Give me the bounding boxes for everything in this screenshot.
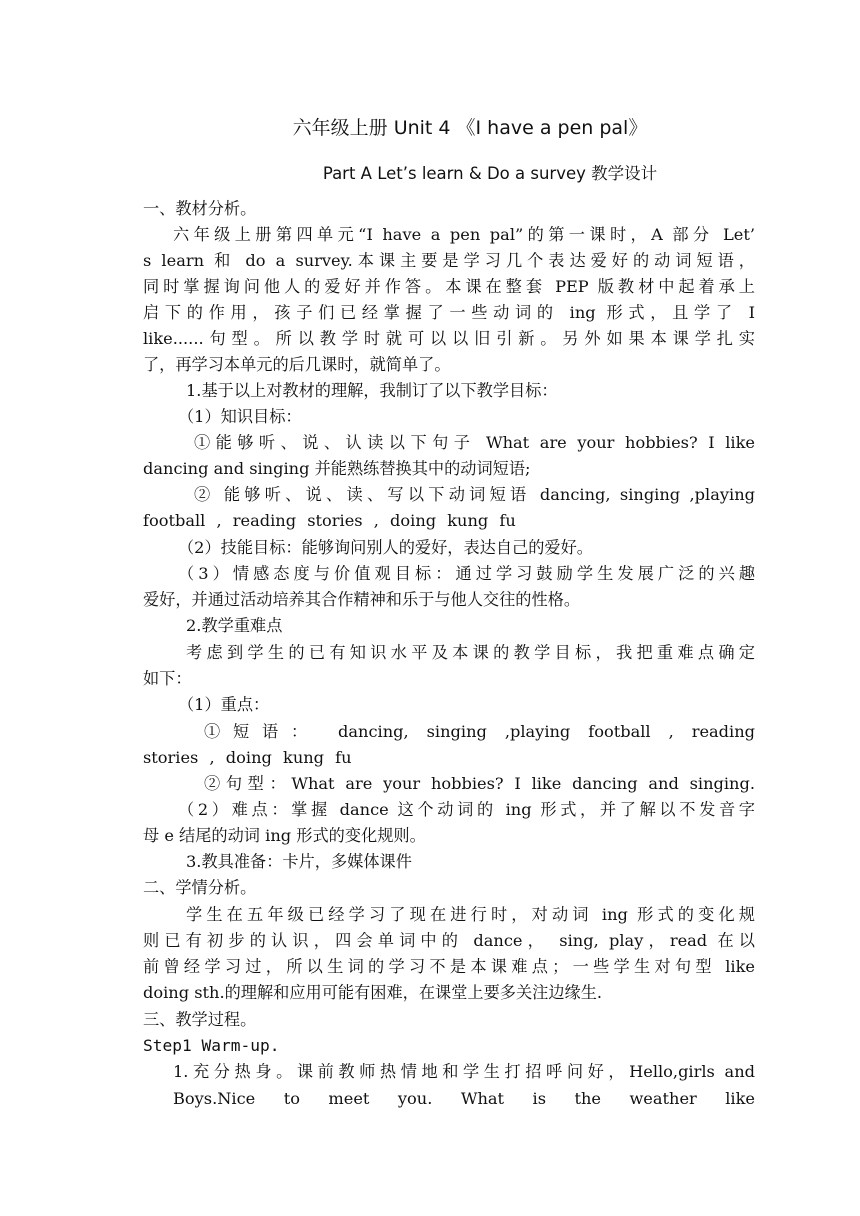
paragraph-line: doing sth.的理解和应用可能有困难，在课堂上要多关注边缘生.: [143, 983, 603, 1002]
paragraph-line: like......句型。所以教学时就可以以旧引新。另外如果本课学扎实: [143, 329, 755, 348]
paragraph-line: s learn 和 do a survey.本课主要是学习几个表达爱好的动词短语，: [143, 251, 755, 270]
paragraph-line: football , reading stories , doing kung fu: [143, 511, 516, 530]
paragraph-line: 同时掌握询问他人的爱好并作答。本课在整套 PEP 版教材中起着承上: [143, 277, 755, 296]
paragraph-line: dancing and singing 并能熟练替换其中的动词短语;: [143, 459, 531, 478]
section-heading-textbook-analysis: 一、教材分析。: [143, 199, 257, 218]
subheading-knowledge-goals: （1）知识目标：: [178, 407, 302, 426]
paragraph-line: 六年级上册第四单元“I have a pen pal”的第一课时，A 部分 Let’: [173, 225, 755, 244]
paragraph-line: 了，再学习本单元的后几课时，就简单了。: [143, 355, 451, 374]
paragraph-line: 考虑到学生的已有知识水平及本课的教学目标，我把重难点确定: [186, 643, 755, 662]
paragraph-line: 启下的作用，孩子们已经掌握了一些动词的 ing 形式，且学了 I: [143, 303, 755, 322]
paragraph-line: 1.充分热身。课前教师热情地和学生打招呼问好，Hello,girls and: [173, 1062, 755, 1081]
paragraph-line: （3）情感态度与价值观目标：通过学习鼓励学生发展广泛的兴趣: [178, 564, 755, 583]
subheading-focus: （1）重点：: [178, 695, 270, 714]
paragraph-line: 学生在五年级已经学习了现在进行时，对动词 ing 形式的变化规: [186, 905, 755, 924]
paragraph-line: ①短语： dancing, singing ,playing football , reading: [204, 722, 755, 741]
paragraph-line: 3.教具准备：卡片，多媒体课件: [186, 852, 412, 871]
paragraph-line: （2）难点：掌握 dance 这个动词的 ing 形式，并了解以不发音字: [178, 800, 755, 819]
paragraph-line: Boys.Nice to meet you. What is the weather like: [173, 1089, 755, 1108]
paragraph-line: 如下：: [143, 669, 192, 688]
paragraph-line: ②句型：What are your hobbies? I like dancing and singing.: [204, 774, 755, 793]
paragraph-line: stories , doing kung fu: [143, 748, 352, 767]
paragraph-line: ② 能够听、说、读、写以下动词短语 dancing, singing ,playing: [194, 485, 755, 504]
step-heading: Step1 Warm-up.: [143, 1036, 280, 1055]
section-heading-teaching-process: 三、教学过程。: [143, 1010, 257, 1029]
paragraph-line: （2）技能目标：能够询问别人的爱好，表达自己的爱好。: [178, 538, 593, 557]
subheading-key-points: 2.教学重难点: [186, 616, 283, 635]
document-subtitle: Part A Let’s learn & Do a survey 教学设计: [322, 164, 658, 183]
paragraph-line: 爱好，并通过活动培养其合作精神和乐于与他人交往的性格。: [143, 590, 581, 609]
paragraph-line: 前曾经学习过，所以生词的学习不是本课难点；一些学生对句型 like: [143, 957, 755, 976]
paragraph-line: 母 e 结尾的动词 ing 形式的变化规则。: [143, 826, 426, 845]
paragraph-line: 1.基于以上对教材的理解，我制订了以下教学目标：: [186, 381, 558, 400]
document-title: 六年级上册 Unit 4 《I have a pen pal》: [292, 117, 648, 139]
paragraph-line: 则已有初步的认识，四会单词中的 dance， sing, play，read 在以: [143, 931, 755, 950]
paragraph-line: ①能够听、说、认读以下句子 What are your hobbies? I like: [194, 433, 755, 452]
section-heading-learner-analysis: 二、学情分析。: [143, 878, 257, 897]
